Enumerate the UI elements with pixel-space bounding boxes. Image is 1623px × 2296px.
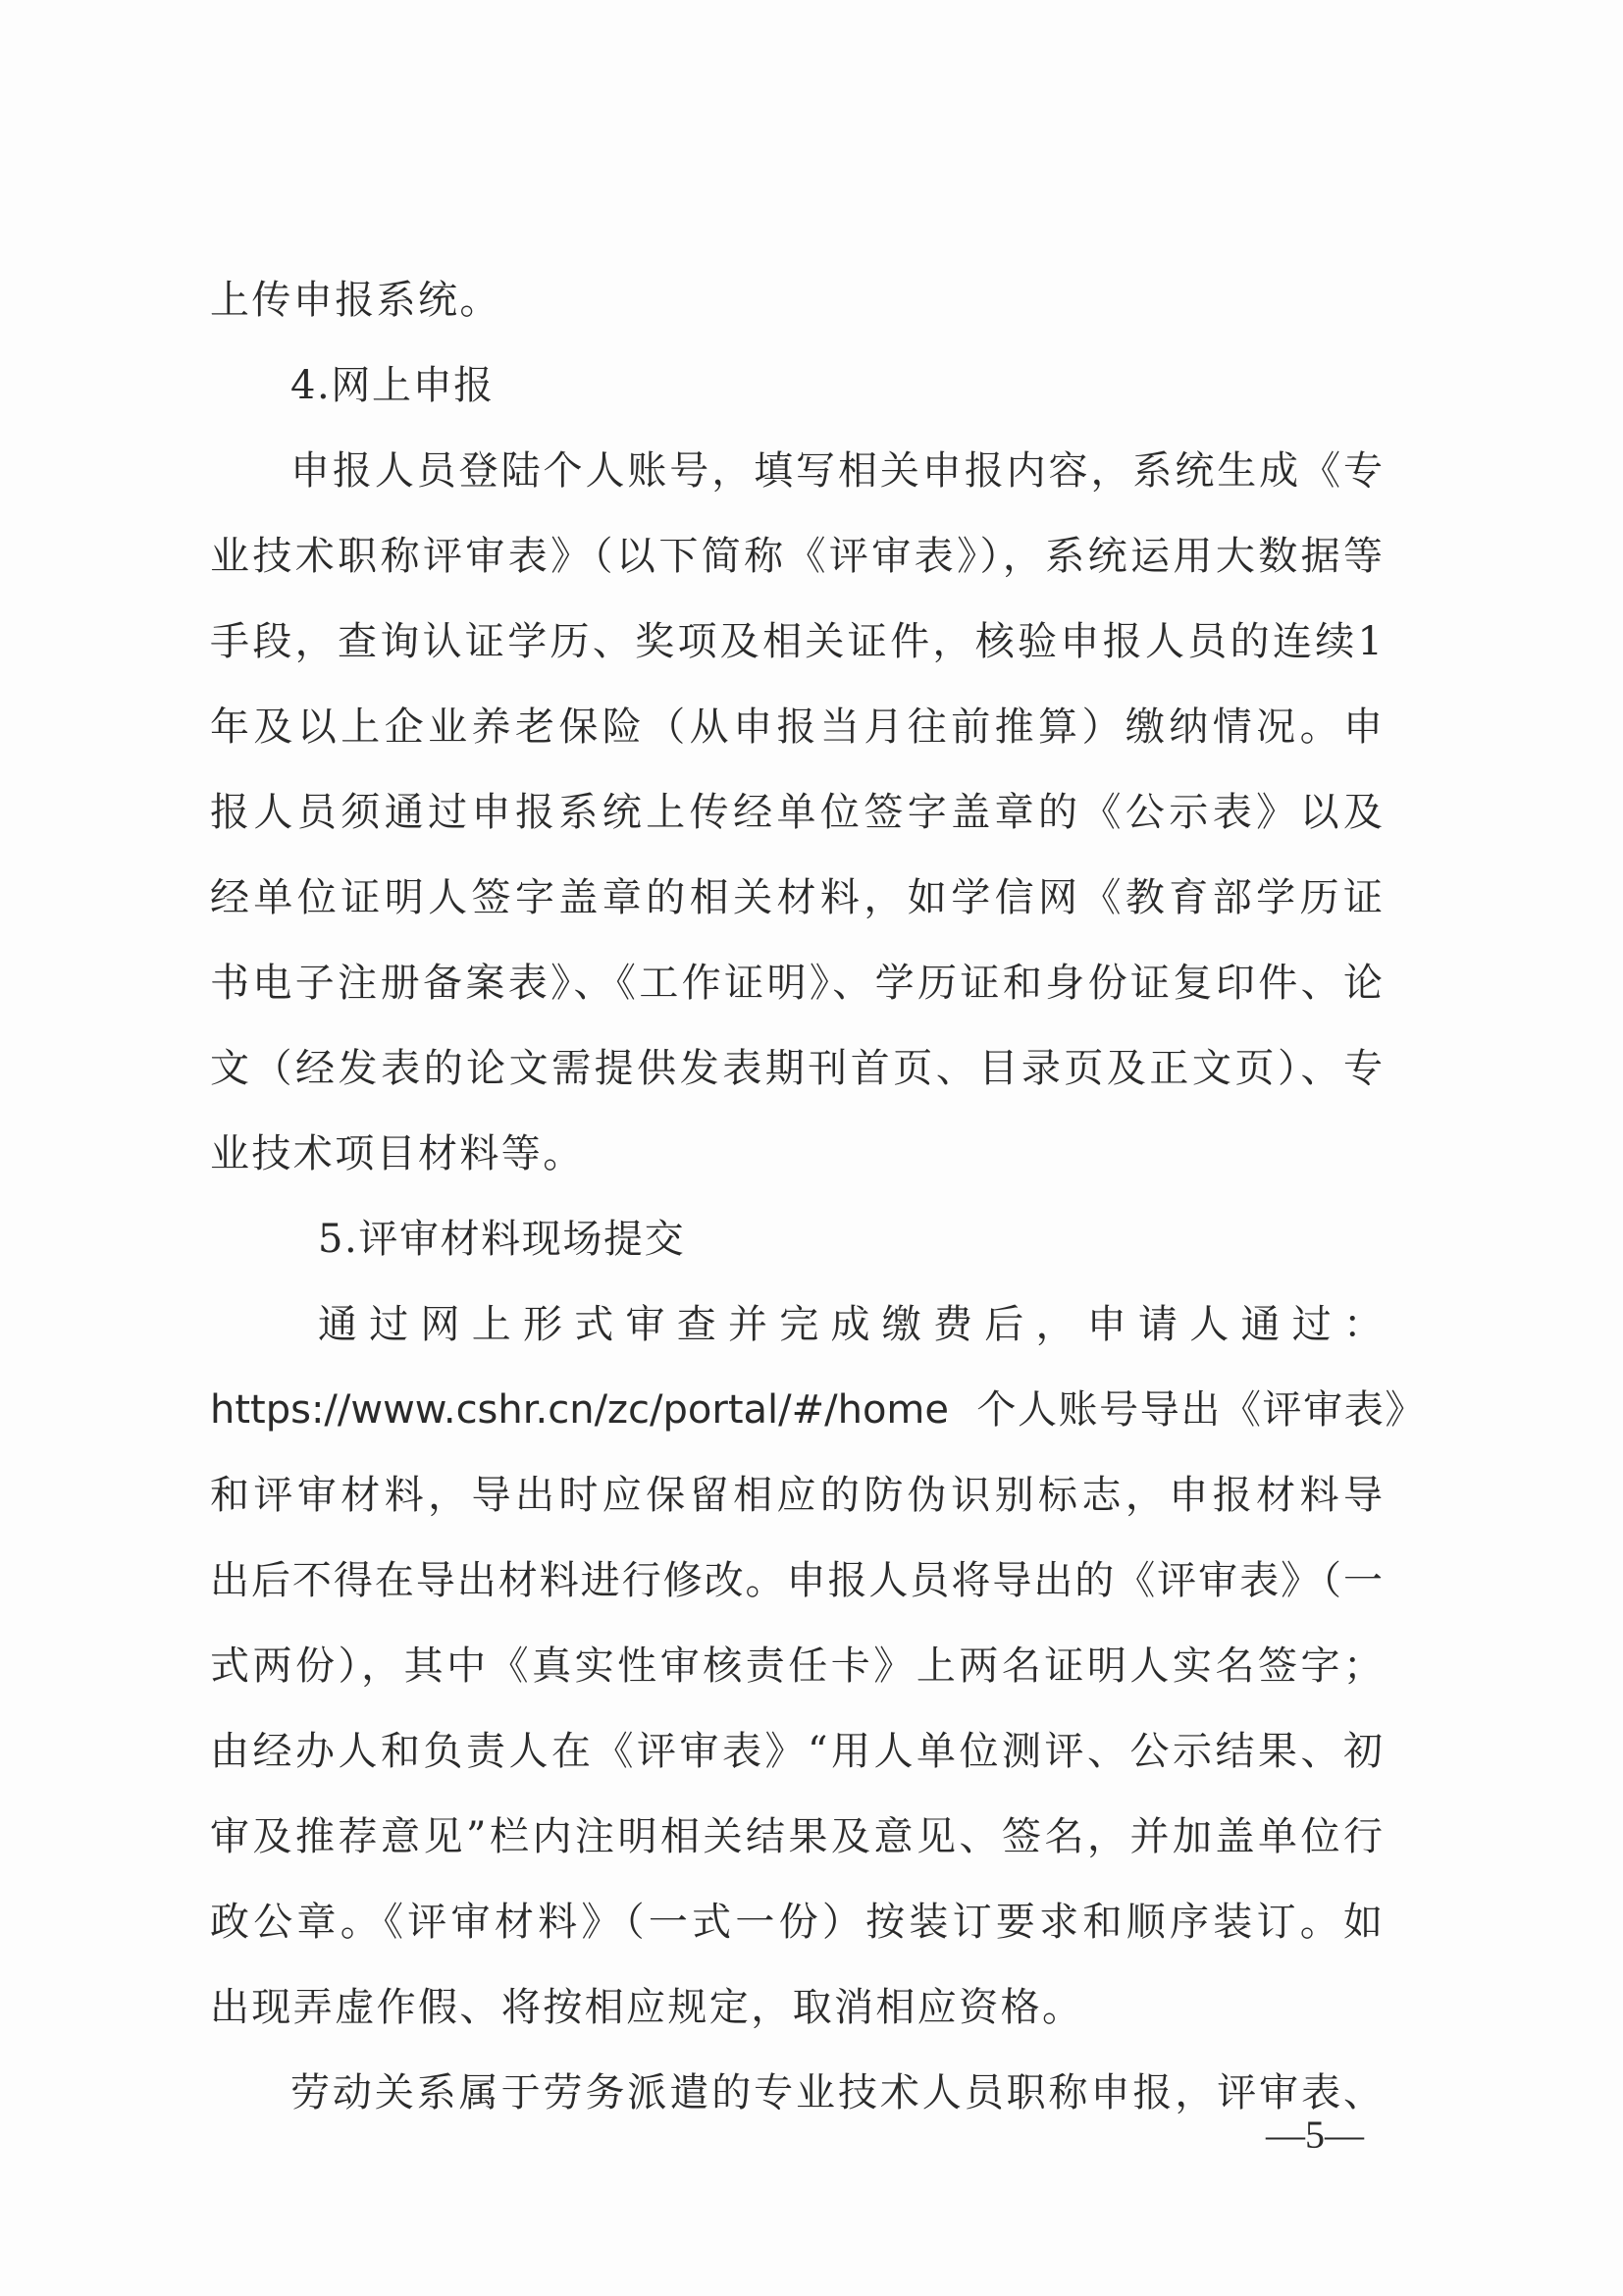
section-heading-4: 4.网上申报: [290, 363, 495, 408]
paragraph-line: 书电子注册备案表》、《工作证明》、学历证和身份证复印件、论: [210, 961, 1383, 1006]
paragraph-line: 申报人员登陆个人账号，填写相关申报内容，系统生成《专: [290, 448, 1383, 494]
paragraph-line: 报人员须通过申报系统上传经单位签字盖章的《公示表》以及: [210, 790, 1383, 835]
paragraph-line: 政公章。《评审材料》（一式一份）按装订要求和顺序装订。如: [210, 1900, 1383, 1945]
paragraph-line: 出后不得在导出材料进行修改。申报人员将导出的《评审表》（一: [210, 1558, 1383, 1603]
paragraph-line: 审及推荐意见”栏内注明相关结果及意见、签名，并加盖单位行: [210, 1814, 1383, 1859]
paragraph-line: 由经办人和负责人在《评审表》“用人单位测评、公示结果、初: [210, 1729, 1383, 1774]
paragraph-line: 手段，查询认证学历、奖项及相关证件，核验申报人员的连续1: [210, 619, 1383, 664]
paragraph-line: 业技术项目材料等。: [210, 1131, 585, 1176]
portal-url: https://www.cshr.cn/zc/portal/#/home: [210, 1387, 950, 1433]
paragraph-line: 通过网上形式审查并完成缴费后，申请人通过：: [318, 1302, 1383, 1347]
paragraph-line: 上传申报系统。: [210, 278, 501, 323]
paragraph-line: 年及以上企业养老保险（从申报当月往前推算）缴纳情况。申: [210, 704, 1383, 750]
paragraph-line: 式两份），其中《真实性审核责任卡》上两名证明人实名签字；: [210, 1644, 1383, 1689]
page-number: —5—: [1266, 2113, 1364, 2157]
paragraph-line: 劳动关系属于劳务派遣的专业技术人员职称申报，评审表、: [290, 2070, 1383, 2115]
paragraph-line: 经单位证明人签字盖章的相关材料，如学信网《教育部学历证: [210, 875, 1383, 920]
section-heading-5: 5.评审材料现场提交: [318, 1217, 686, 1262]
paragraph-line-with-url: [210, 1383, 1426, 1437]
paragraph-line: 和评审材料，导出时应保留相应的防伪识别标志，申报材料导: [210, 1473, 1383, 1518]
paragraph-line: 文（经发表的论文需提供发表期刊首页、目录页及正文页）、专: [210, 1046, 1383, 1091]
paragraph-line: 业技术职称评审表》（以下简称《评审表》），系统运用大数据等: [210, 534, 1383, 579]
url-line-text: 个人账号导出《评审表》: [976, 1387, 1426, 1433]
paragraph-line: 出现弄虚作假、将按相应规定，取消相应资格。: [210, 1985, 1084, 2030]
